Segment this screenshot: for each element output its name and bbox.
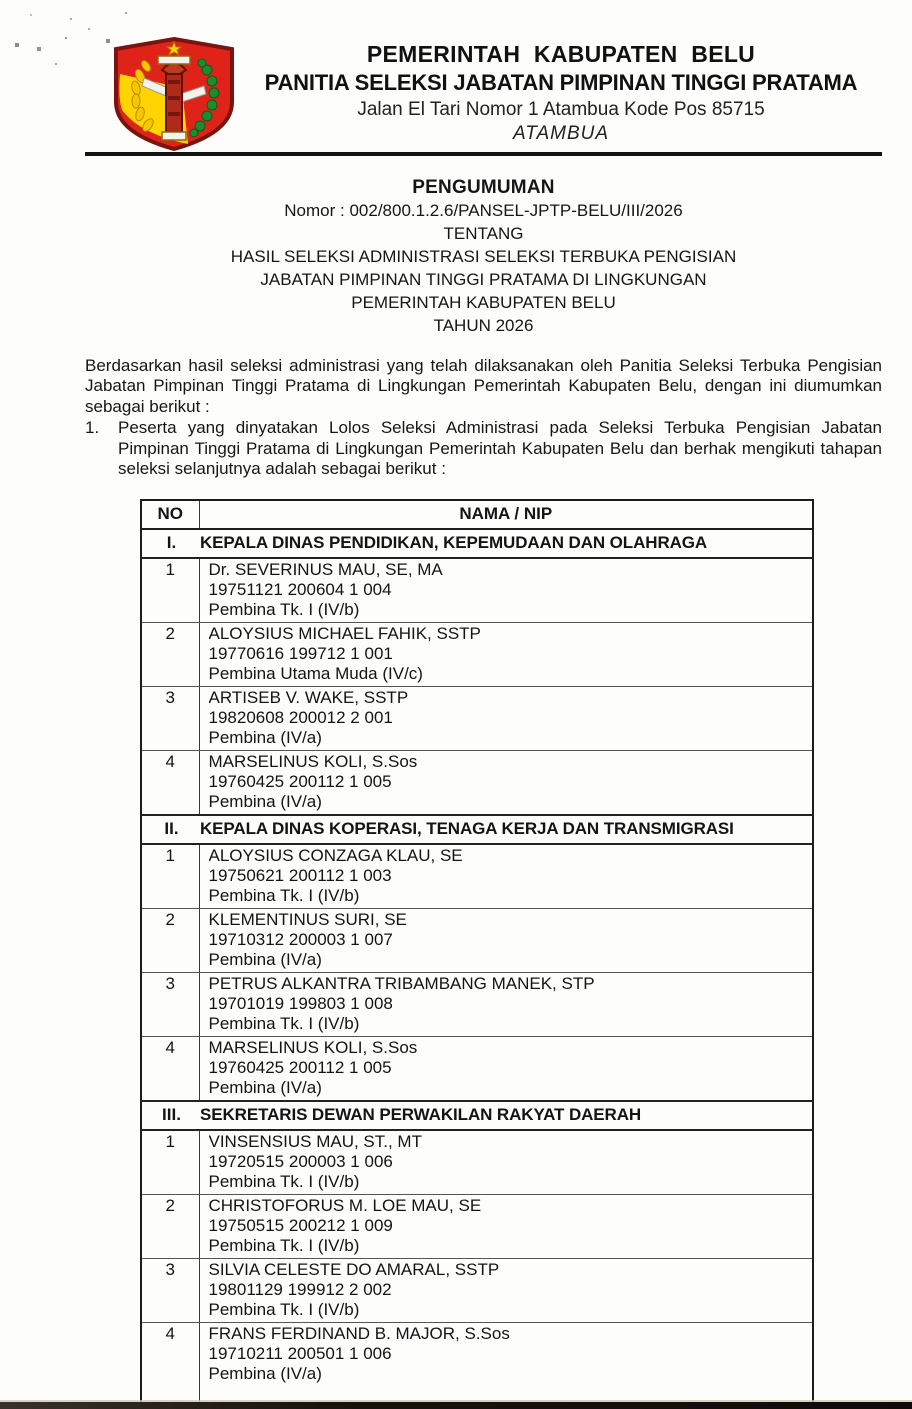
table-row [141,622,813,686]
letterhead-government-name: PEMERINTAH KABUPATEN BELU [366,41,756,67]
person-nip: 19701019 199803 1 008 [208,993,393,1013]
roster-table [140,499,814,1409]
table-row [141,1036,813,1101]
person-nip: 19720515 200003 1 006 [208,1151,393,1171]
section-1-title: KEPALA DINAS PENDIDIKAN, KEPEMUDAAN DAN OLAHRAGA [200,532,708,552]
letterhead-committee-name: PANITIA SELEKSI JABATAN PIMPINAN TINGGI PRATAMA [264,69,858,95]
list-item-1-text: Peserta yang dinyatakan Lolos Seleksi Administrasi pada Seleksi Terbuka Pengisian Jabatan Pimpinan Tinggi Pratama di Lingkungan Pemerintah Kabupaten Belu dan berhak mengikuti tahapan seleksi selanjutnya adalah sebagai berikut : [118,418,882,479]
letterhead-divider-rule [85,152,882,156]
list-item-1 [85,418,882,480]
row-number: 4 [141,750,199,815]
person-name: PETRUS ALKANTRA TRIBAMBANG MANEK, STP [208,973,595,993]
row-number: 2 [141,908,199,972]
person-rank: Pembina Tk. I (IV/b) [208,1013,360,1033]
table-row [141,1322,813,1409]
table-row [141,558,813,623]
table-row [141,1258,813,1322]
row-number: 1 [141,1130,199,1195]
table-row [141,1130,813,1195]
person-rank: Pembina Tk. I (IV/b) [208,1171,360,1191]
row-number: 2 [141,622,199,686]
person-name: Dr. SEVERINUS MAU, SE, MA [208,559,443,579]
table-row [141,750,813,815]
person-rank: Pembina Tk. I (IV/b) [208,1235,360,1255]
announcement-subject-line3: PEMERINTAH KABUPATEN BELU [351,292,616,312]
header-no: NO [141,500,199,529]
row-number: 1 [141,844,199,909]
announcement-about: TENTANG [443,223,524,243]
announcement-number: Nomor : 002/800.1.2.6/PANSEL-JPTP-BELU/III/2026 [284,200,683,220]
person-rank: Pembina (IV/a) [208,1363,322,1383]
person-nip: 19750621 200112 1 003 [208,865,392,885]
person-nip: 19770616 199712 1 001 [208,643,393,663]
row-number: 4 [141,1036,199,1101]
person-rank: Pembina (IV/a) [208,727,322,747]
person-name: KLEMENTINUS SURI, SE [208,909,407,929]
section-3-numeral: III. [162,1104,181,1124]
person-rank: Pembina (IV/a) [208,1077,322,1097]
person-rank: Pembina (IV/a) [208,791,322,811]
section-row-2 [141,815,813,844]
row-number: 3 [141,1258,199,1322]
section-2-numeral: II. [164,818,179,838]
person-name: FRANS FERDINAND B. MAJOR, S.Sos [208,1323,510,1343]
section-1-numeral: I. [166,532,177,552]
person-name: MARSELINUS KOLI, S.Sos [208,1037,418,1057]
person-rank: Pembina Tk. I (IV/b) [208,599,360,619]
section-2-title: KEPALA DINAS KOPERASI, TENAGA KERJA DAN TRANSMIGRASI [200,818,734,838]
table-header-row [141,500,813,529]
announcement-title-block [85,176,882,337]
opening-paragraph: Berdasarkan hasil seleksi administrasi yang telah dilaksanakan oleh Panitia Seleksi Terbuka Pengisian Jabatan Pimpinan Tinggi Pratama di Lingkungan Pemerintah Kabupaten Belu, dengan ini diumumkan sebagai berikut : [85,355,882,416]
person-name: VINSENSIUS MAU, ST., MT [208,1131,422,1151]
person-nip: 19760425 200112 1 005 [208,771,392,791]
person-nip: 19820608 200012 2 001 [208,707,393,727]
person-rank: Pembina Tk. I (IV/b) [208,885,360,905]
scan-speckles [0,0,2,2]
letterhead-address: Jalan El Tari Nomor 1 Atambua Kode Pos 85715 [357,99,765,121]
announcement-year: TAHUN 2026 [433,315,534,335]
person-name: ARTISEB V. WAKE, SSTP [208,687,409,707]
table-row [141,908,813,972]
person-nip: 19710312 200003 1 007 [208,929,393,949]
person-rank: Pembina Tk. I (IV/b) [208,1299,360,1319]
person-name: SILVIA CELESTE DO AMARAL, SSTP [208,1259,500,1279]
letterhead [240,40,882,146]
section-row-3 [141,1101,813,1130]
person-name: ALOYSIUS MICHAEL FAHIK, SSTP [208,623,481,643]
letterhead-city: ATAMBUA [512,123,610,144]
row-number: 4 [141,1322,199,1409]
header-nama-nip: NAMA / NIP [199,500,813,529]
table-row [141,844,813,909]
scan-edge-dark [0,1402,912,1409]
table-row [141,1194,813,1258]
row-number: 3 [141,686,199,750]
person-nip: 19751121 200604 1 004 [208,579,392,599]
announcement-subject-line2: JABATAN PIMPINAN TINGGI PRATAMA DI LINGKUNGAN [260,269,707,289]
person-nip: 19710211 200501 1 006 [208,1343,392,1363]
person-name: ALOYSIUS CONZAGA KLAU, SE [208,845,463,865]
section-3-title: SEKRETARIS DEWAN PERWAKILAN RAKYAT DAERAH [200,1104,642,1124]
row-number: 2 [141,1194,199,1258]
person-rank: Pembina (IV/a) [208,949,322,969]
person-name: MARSELINUS KOLI, S.Sos [208,751,418,771]
person-name: CHRISTOFORUS M. LOE MAU, SE [208,1195,482,1215]
announcement-subject-line1: HASIL SELEKSI ADMINISTRASI SELEKSI TERBUKA PENGISIAN [230,246,737,266]
person-nip: 19750515 200212 1 009 [208,1215,393,1235]
announcement-heading: PENGUMUMAN [412,176,555,198]
row-number: 3 [141,972,199,1036]
belu-coat-of-arms-logo [110,36,238,152]
section-row-1 [141,529,813,558]
person-rank: Pembina Utama Muda (IV/c) [208,663,423,683]
document-body [85,356,882,1409]
list-item-1-number: 1. [85,418,100,438]
row-number: 1 [141,558,199,623]
roster-table-wrapper [140,499,882,1409]
table-row [141,686,813,750]
person-nip: 19801129 199912 2 002 [208,1279,392,1299]
table-row [141,972,813,1036]
person-nip: 19760425 200112 1 005 [208,1057,392,1077]
